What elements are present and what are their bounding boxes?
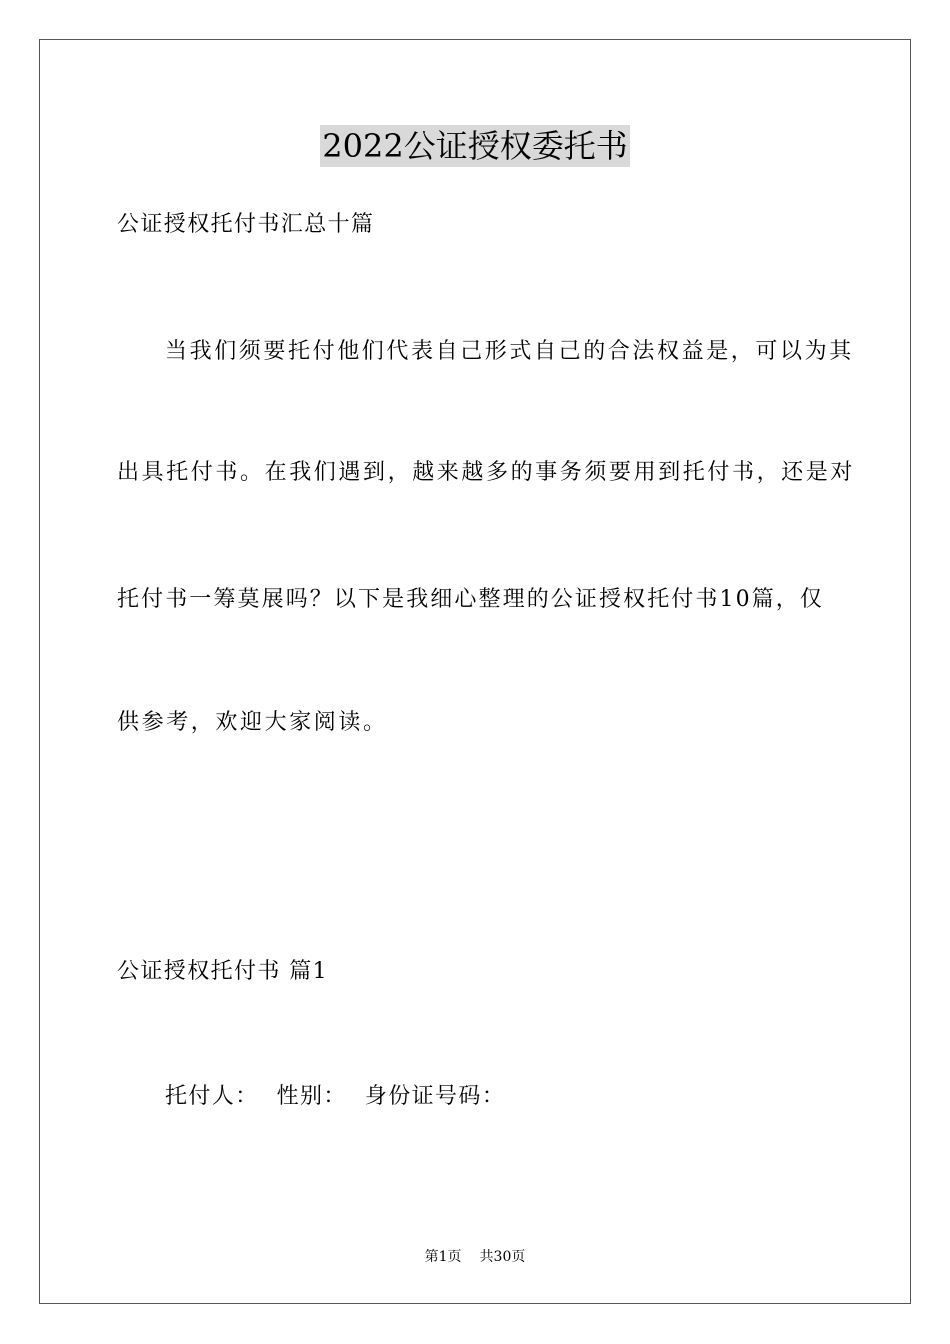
paragraph-line-1: 当我们须要托付他们代表自己形式自己的合法权益是，可以为其 — [165, 339, 854, 364]
gender-label: 性别： — [276, 1084, 347, 1109]
paragraph-line-4: 供参考，欢迎大家阅读。 — [117, 710, 388, 735]
document-subtitle: 公证授权托付书汇总十篇 — [117, 212, 375, 237]
title-container — [0, 125, 950, 167]
principal-label: 托付人： — [165, 1084, 259, 1109]
section-heading: 公证授权托付书 篇1 — [117, 959, 328, 984]
page-footer — [0, 1248, 950, 1266]
document-title: 2022公证授权委托书 — [322, 127, 628, 165]
principal-fields-row — [165, 1082, 523, 1112]
id-number-label: 身份证号码： — [364, 1084, 506, 1109]
paragraph-line-2: 出具托付书。在我们遇到，越来越多的事务须要用到托付书，还是对 — [117, 460, 856, 485]
page-number: 第1页 — [424, 1249, 462, 1265]
total-pages: 共30页 — [479, 1249, 526, 1265]
paragraph-line-3: 托付书一筹莫展吗？以下是我细心整理的公证授权托付书10篇，仅 — [117, 587, 824, 612]
